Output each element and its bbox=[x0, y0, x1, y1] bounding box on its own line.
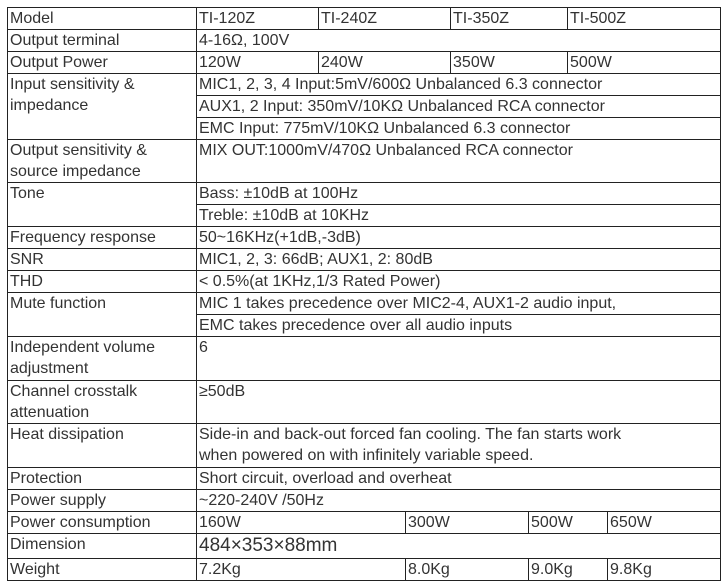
cell: 9.0Kg bbox=[529, 559, 608, 581]
row-label: Tone bbox=[8, 183, 197, 227]
cell: Treble: ±10dB at 10KHz bbox=[197, 205, 721, 227]
row-label: Weight bbox=[8, 559, 197, 581]
cell: 500W bbox=[529, 512, 608, 534]
cell: 160W bbox=[197, 512, 406, 534]
row-independent-volume bbox=[8, 337, 721, 381]
row-label: SNR bbox=[8, 249, 197, 271]
row-output-sensitivity bbox=[8, 140, 721, 183]
cell: 484×353×88mm bbox=[197, 534, 721, 559]
cell: 8.0Kg bbox=[406, 559, 529, 581]
cell: Bass: ±10dB at 100Hz bbox=[197, 183, 721, 205]
row-weight bbox=[8, 559, 721, 581]
row-input-sensitivity bbox=[8, 74, 721, 96]
cell: EMC takes precedence over all audio inputs bbox=[197, 315, 721, 337]
cell: EMC Input: 775mV/10KΩ Unbalanced 6.3 connector bbox=[197, 118, 721, 140]
row-label: Model bbox=[8, 8, 197, 30]
row-model bbox=[8, 8, 721, 30]
row-label: Mute function bbox=[8, 293, 197, 337]
row-label: Protection bbox=[8, 468, 197, 490]
cell: TI-240Z bbox=[319, 8, 451, 30]
row-label: Output terminal bbox=[8, 30, 197, 52]
cell: 240W bbox=[319, 52, 451, 74]
cell: Short circuit, overload and overheat bbox=[197, 468, 721, 490]
cell: 6 bbox=[197, 337, 721, 381]
spec-table bbox=[7, 7, 721, 581]
cell: 650W bbox=[608, 512, 721, 534]
cell: 9.8Kg bbox=[608, 559, 721, 581]
cell: TI-120Z bbox=[197, 8, 319, 30]
row-mute bbox=[8, 293, 721, 315]
row-label: Channel crosstalk attenuation bbox=[8, 381, 197, 424]
cell: AUX1, 2 Input: 350mV/10KΩ Unbalanced RCA connector bbox=[197, 96, 721, 118]
cell: TI-500Z bbox=[568, 8, 721, 30]
row-frequency-response bbox=[8, 227, 721, 249]
cell: TI-350Z bbox=[451, 8, 568, 30]
cell: MIX OUT:1000mV/470Ω Unbalanced RCA connector bbox=[197, 140, 721, 183]
row-snr bbox=[8, 249, 721, 271]
cell: 350W bbox=[451, 52, 568, 74]
row-label: Power consumption bbox=[8, 512, 197, 534]
row-output-power bbox=[8, 52, 721, 74]
row-power-supply bbox=[8, 490, 721, 512]
row-label: THD bbox=[8, 271, 197, 293]
row-tone bbox=[8, 183, 721, 205]
row-power-consumption bbox=[8, 512, 721, 534]
row-heat bbox=[8, 424, 721, 468]
cell: < 0.5%(at 1KHz,1/3 Rated Power) bbox=[197, 271, 721, 293]
row-label: Input sensitivity & impedance bbox=[8, 74, 197, 140]
cell: 4-16Ω, 100V bbox=[197, 30, 721, 52]
row-dimension bbox=[8, 534, 721, 559]
cell: MIC1, 2, 3: 66dB; AUX1, 2: 80dB bbox=[197, 249, 721, 271]
row-output-terminal bbox=[8, 30, 721, 52]
row-crosstalk bbox=[8, 381, 721, 424]
cell: ≥50dB bbox=[197, 381, 721, 424]
cell: ~220-240V /50Hz bbox=[197, 490, 721, 512]
row-label: Output Power bbox=[8, 52, 197, 74]
row-thd bbox=[8, 271, 721, 293]
cell: MIC 1 takes precedence over MIC2-4, AUX1-2 audio input, bbox=[197, 293, 721, 315]
row-label: Heat dissipation bbox=[8, 424, 197, 468]
cell: 500W bbox=[568, 52, 721, 74]
cell: 7.2Kg bbox=[197, 559, 406, 581]
cell: 300W bbox=[406, 512, 529, 534]
row-label: Power supply bbox=[8, 490, 197, 512]
cell: MIC1, 2, 3, 4 Input:5mV/600Ω Unbalanced 6.3 connector bbox=[197, 74, 721, 96]
cell: 50~16KHz(+1dB,-3dB) bbox=[197, 227, 721, 249]
row-label: Output sensitivity & source impedance bbox=[8, 140, 197, 183]
row-protection bbox=[8, 468, 721, 490]
cell: 120W bbox=[197, 52, 319, 74]
row-label: Frequency response bbox=[8, 227, 197, 249]
row-label: Dimension bbox=[8, 534, 197, 559]
cell: Side-in and back-out forced fan cooling. The fan starts work when powered on with infinitely variable speed. bbox=[197, 424, 721, 468]
row-label: Independent volume adjustment bbox=[8, 337, 197, 381]
